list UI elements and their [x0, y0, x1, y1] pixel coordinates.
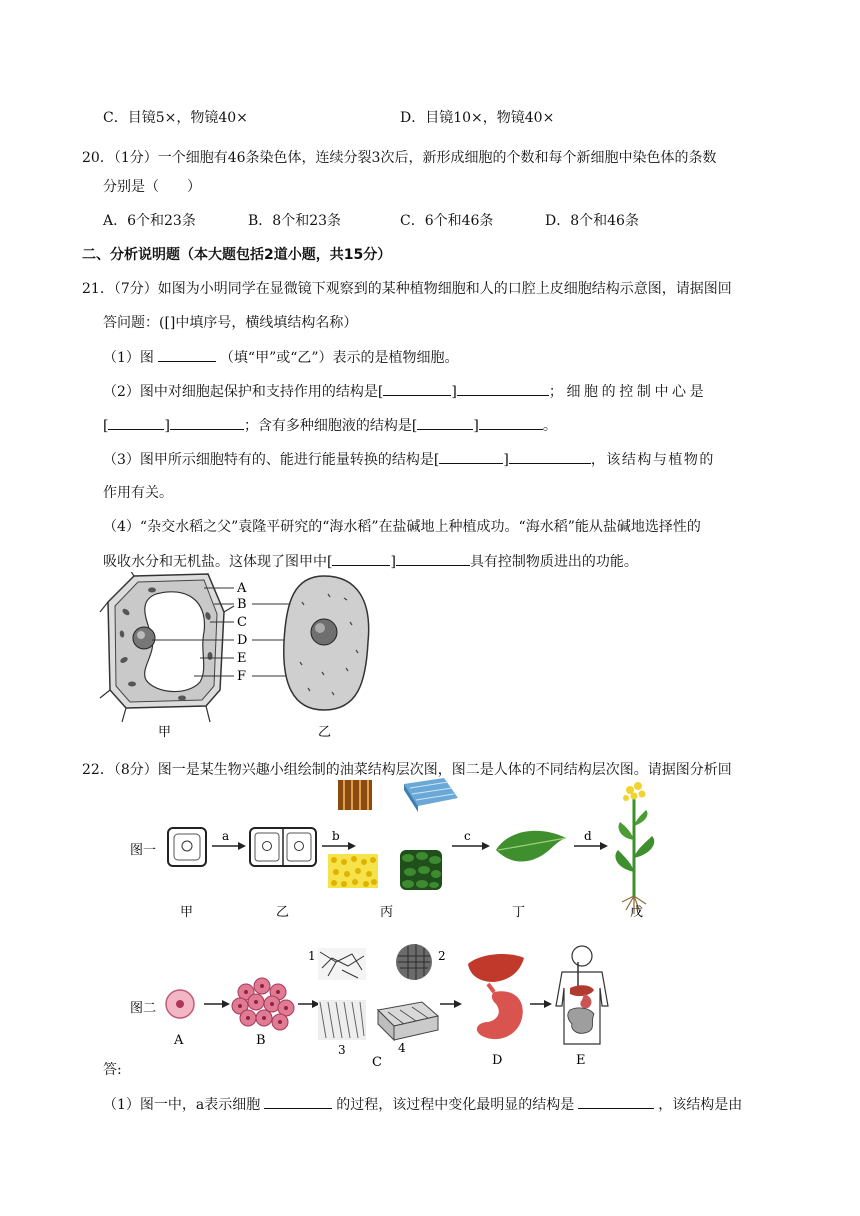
caption-wu: 戊 [630, 905, 644, 920]
answer-blank[interactable] [158, 347, 216, 362]
cell-structure-figure [96, 572, 386, 740]
tissue-muscle-round [396, 944, 432, 980]
q22-stem: 22．（8分）图一是某生物兴趣小组绘制的油菜结构层次图，图二是人体的不同结构层次图。请据图分析回 [82, 762, 732, 778]
q21-part4-line2: 吸收水分和无机盐。这体现了图甲中[ ] 具有控制物质进出的功能。 [103, 551, 638, 572]
q21-stem-line2: 答问题：([]中填序号，横线填结构名称） [103, 315, 358, 331]
human-body [556, 946, 608, 1044]
q21-part2-line2: [ ] ；含有多种细胞液的结构是[ ] 。 [103, 415, 557, 436]
caption-yi: 乙 [276, 905, 290, 920]
label-c: C [237, 615, 247, 630]
label-b: B [237, 597, 247, 612]
label-e: E [237, 651, 247, 666]
q21-part3-line2: 作用有关。 [103, 485, 173, 501]
tissue-num-3: 3 [338, 1043, 346, 1057]
q21-part3-line1: （3）图甲所示细胞特有的、能进行能量转换的结构是[ ] ，该结构与植物的 [103, 449, 715, 470]
caption-e: E [576, 1053, 586, 1068]
caption-c: C [372, 1055, 382, 1070]
label-d: D [237, 633, 248, 648]
caption-yi: 乙 [318, 725, 332, 740]
answer-blank[interactable] [479, 415, 543, 430]
q21-part2-line1: （2）图中对细胞起保护和支持作用的结构是[ ] ；细胞的控制中心是 [103, 381, 707, 402]
caption-bing: 丙 [380, 905, 394, 920]
answer-blank[interactable] [509, 449, 591, 464]
q21-part1: （1）图 （填“甲”或“乙”）表示的是植物细胞。 [103, 347, 459, 368]
answer-blank[interactable] [108, 415, 164, 430]
q20-option-d: D．8个和46条 [545, 213, 639, 229]
label-f: F [237, 669, 247, 684]
caption-ding: 丁 [512, 905, 526, 920]
q19-option-c: C．目镜5×，物镜40× [103, 110, 248, 126]
stomach-organ [477, 991, 523, 1039]
q21-stem-line1: 21．（7分）如图为小明同学在显微镜下观察到的某种植物细胞和人的口腔上皮细胞结构示意图，请据图回 [82, 281, 732, 297]
answer-blank[interactable] [264, 1094, 332, 1109]
answer-blank[interactable] [439, 449, 503, 464]
tissue-conducting [338, 780, 372, 810]
tissue-protective [404, 778, 458, 812]
answer-blank[interactable] [578, 1094, 654, 1109]
section-title: 二、分析说明题（本大题包括2道小题，共15分） [82, 247, 392, 263]
tissue-nervous [318, 948, 366, 980]
leaf-organ [496, 831, 566, 862]
tissue-num-2: 2 [438, 949, 446, 963]
label-a: A [237, 581, 247, 596]
q20-stem-line2: 分别是（ ） [103, 179, 201, 195]
tissue-epithelial [378, 1002, 438, 1040]
animal-nucleus [311, 619, 337, 645]
figure2-human-levels [122, 940, 622, 1070]
answer-blank[interactable] [170, 415, 244, 430]
tissue-nutritive [328, 854, 378, 888]
rapeseed-plant [615, 782, 654, 914]
q22-part1: （1）图一中，a表示细胞 的过程，该过程中变化最明显的结构是 ，该结构是由 [103, 1094, 742, 1115]
answer-blank[interactable] [332, 551, 390, 566]
q21-part4-line1: （4）“杂交水稻之父”袁隆平研究的“海水稻”在盐碱地上种植成功。“海水稻”能从盐碱地选择性的 [103, 519, 701, 535]
plant-nucleus [133, 627, 155, 649]
figure1-plant-levels [122, 776, 682, 926]
tissue-num-4: 4 [398, 1041, 406, 1055]
arrow-a-label: a [222, 829, 230, 843]
liver-organ [468, 954, 524, 982]
caption-d: D [492, 1053, 503, 1068]
answer-blank[interactable] [457, 381, 549, 396]
answer-blank[interactable] [417, 415, 473, 430]
answer-blank[interactable] [383, 381, 451, 396]
tissue-num-1: 1 [308, 949, 316, 963]
caption-jia: 甲 [180, 905, 194, 920]
arrow-d-label: d [584, 829, 592, 843]
q20-stem-line1: 20．（1分）一个细胞有46条染色体，连续分裂3次后，新形成细胞的个数和每个新细胞中染色体的条数 [82, 150, 717, 166]
q20-option-b: B．8个和23条 [248, 213, 342, 229]
answer-blank[interactable] [396, 551, 470, 566]
arrow-b-label: b [332, 829, 340, 843]
caption-a: A [174, 1033, 184, 1048]
arrow-c-label: c [464, 829, 471, 843]
caption-b: B [256, 1033, 266, 1048]
caption-jia: 甲 [158, 725, 172, 740]
answer-label: 答: [103, 1062, 122, 1078]
q20-option-a: A．6个和23条 [103, 213, 196, 229]
tissue-connective [318, 1000, 366, 1040]
q20-option-c: C．6个和46条 [400, 213, 494, 229]
q19-option-d: D．目镜10×，物镜40× [400, 110, 555, 126]
figure1-label: 图一 [130, 843, 157, 858]
tissue-meristem [400, 850, 442, 890]
figure2-label: 图二 [130, 1001, 157, 1016]
